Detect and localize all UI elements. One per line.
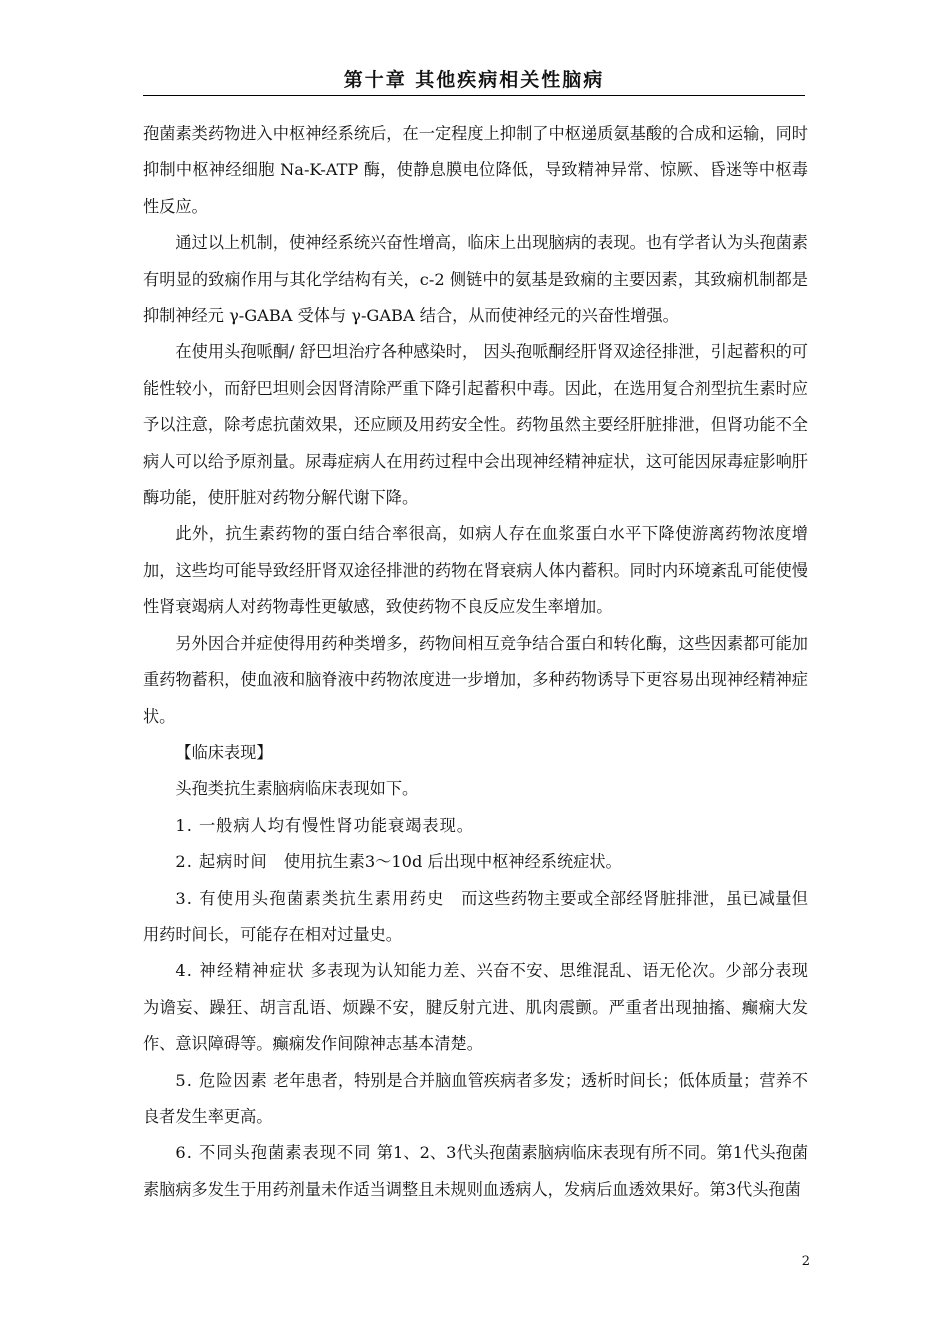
paragraph: 在使用头孢哌酮/ 舒巴坦治疗各种感染时， 因头孢哌酮经肝肾双途径排泄，引起蓄积的可能性较小，而舒巴坦则会因肾清除严重下降引起蓄积中毒。因此，在选用复合剂型抗生素时应予以注意，除考虑抗菌效果，还应顾及用药安全性。药物虽然主要经肝脏排泄，但肾功能不全病人可以给予原剂量。尿毒症病人在用药过程中会出现神经精神症状，这可能因尿毒症影响肝酶功能，使肝脏对药物分解代谢下降。: [143, 342, 808, 508]
header-rule: [143, 95, 805, 96]
item-label: 4. 神经精神症状: [175, 961, 305, 981]
item-text: 老年患者，特别是合并脑血管疾病者多发；透析时间长；低体质量；营养不良者发生率更高。: [143, 1070, 808, 1126]
page-number: 2: [801, 1254, 810, 1269]
list-item: [143, 953, 808, 1062]
paragraph: 另外因合并症使得用药种类增多，药物间相互竞争结合蛋白和转化酶，这些因素都可能加重药物蓄积，使血液和脑脊液中药物浓度进一步增加，多种药物诱导下更容易出现神经精神症状。: [143, 633, 808, 726]
item-text: 而这些药物主要或全部经肾脏排泄，虽已减量但用药时间长，可能存在相对过量史。: [143, 888, 808, 944]
paragraph: 孢菌素类药物进入中枢神经系统后，在一定程度上抑制了中枢递质氨基酸的合成和运输，同时抑制中枢神经细胞 Na-K-ATP 酶，使静息膜电位降低，导致精神异常、惊厥、昏迷等中枢毒性反应。: [143, 124, 808, 216]
item-label: 2. 起病时间: [175, 852, 268, 872]
item-label: 6. 不同头孢菌素表现不同: [175, 1143, 372, 1163]
item-label: 1. 一般病人均有慢性肾功能衰竭表现。: [175, 815, 474, 835]
paragraph: 此外，抗生素药物的蛋白结合率很高，如病人存在血浆蛋白水平下降使游离药物浓度增加，这些均可能导致经肝肾双途径排泄的药物在肾衰病人体内蓄积。同时内环境紊乱可能使慢性肾衰竭病人对药物毒性更敏感，致使药物不良反应发生率增加。: [143, 524, 808, 617]
list-item: [143, 808, 808, 844]
item-text: 使用抗生素3～10d 后出现中枢神经系统症状。: [267, 852, 622, 872]
item-text: 多表现为认知能力差、兴奋不安、思维混乱、语无伦次。少部分表现为谵妄、躁狂、胡言乱语、烦躁不安，腱反射亢进、肌肉震颤。严重者出现抽搐、癫痫大发作、意识障碍等。癫痫发作间隙神志基本清楚。: [143, 961, 808, 1054]
item-text: 第1、2、3代头孢菌素脑病临床表现有所不同。第1代头孢菌素脑病多发生于用药剂量未作适当调整且未规则血透病人，发病后血透效果好。第3代头孢菌: [143, 1143, 809, 1199]
paragraph: 通过以上机制，使神经系统兴奋性增高，临床上出现脑病的表现。也有学者认为头孢菌素有明显的致痫作用与其化学结构有关，c-2 侧链中的氨基是致痫的主要因素，其致痫机制都是抑制神经元 γ-GABA 受体与 γ-GABA 结合，从而使神经元的兴奋性增强。: [143, 233, 808, 326]
body-text: [143, 116, 808, 1208]
item-label: 3. 有使用头孢菌素类抗生素用药史: [175, 888, 445, 908]
list-item: [143, 1135, 808, 1208]
list-item: [143, 844, 808, 880]
section-heading: 【临床表现】: [175, 742, 273, 762]
section-intro: 头孢类抗生素脑病临床表现如下。: [175, 779, 419, 799]
chapter-title: 第十章 其他疾病相关性脑病: [343, 69, 605, 91]
item-label: 5. 危险因素: [175, 1070, 268, 1090]
list-item: [143, 881, 808, 954]
list-item: [143, 1063, 808, 1136]
